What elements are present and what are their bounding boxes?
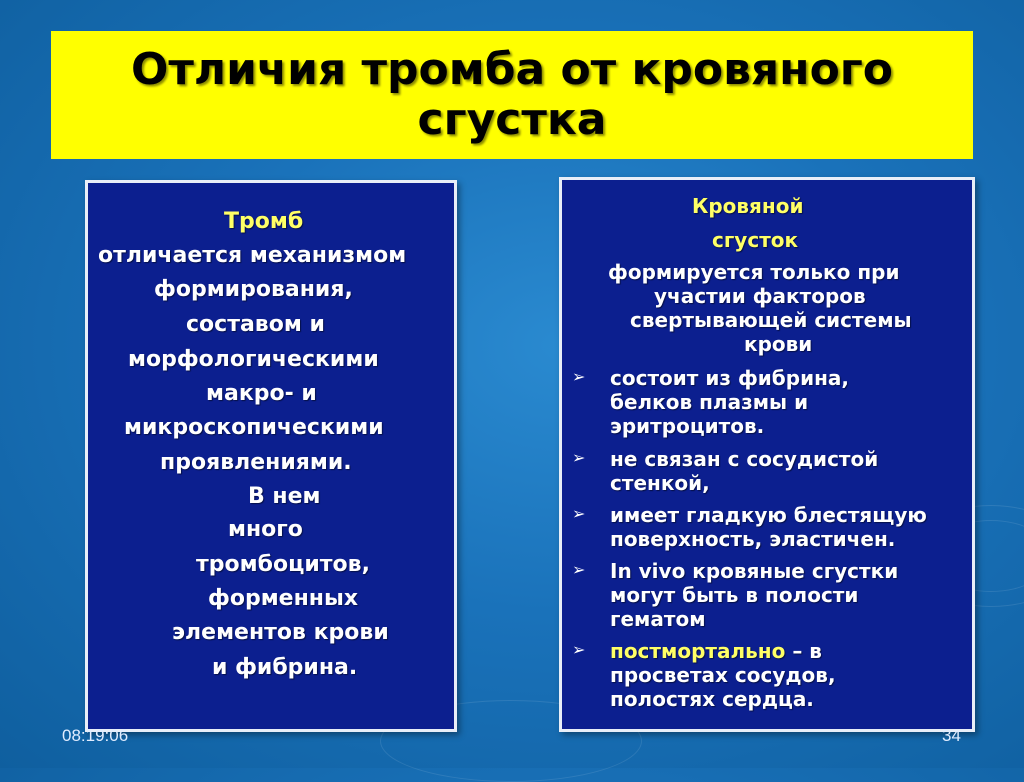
thrombus-heading: Тромб <box>224 209 304 234</box>
bullet-text-line: поверхность, эластичен. <box>610 527 896 551</box>
arrow-bullet-icon: ➢ <box>572 504 586 523</box>
thrombus-panel <box>85 180 457 732</box>
slide-title-box <box>51 31 973 159</box>
thrombus-text-line: тромбоцитов, <box>196 552 370 577</box>
thrombus-text-line: морфологическими <box>128 347 379 372</box>
bullet-text-line: белков плазмы и <box>610 390 809 414</box>
blood-clot-intro-line: формируется только при <box>608 260 900 284</box>
bullet-text-line: гематом <box>610 607 706 631</box>
bullet-text-line: просветах сосудов, <box>610 663 836 687</box>
blood-clot-intro-line: участии факторов <box>654 284 866 308</box>
bullet-text-line: не связан с сосудистой <box>610 447 879 471</box>
thrombus-text-line: формирования, <box>154 277 353 302</box>
thrombus-text-line: проявлениями. <box>160 450 352 475</box>
arrow-bullet-icon: ➢ <box>572 367 586 386</box>
bullet-text-line: полостях сердца. <box>610 687 814 711</box>
bullet-text-line: состоит из фибрина, <box>610 366 850 390</box>
blood-clot-intro-line: свертывающей системы <box>630 308 912 332</box>
bullet-text-line: In vivo кровяные сгустки <box>610 559 899 583</box>
thrombus-text-line: элементов крови <box>172 620 389 645</box>
blood-clot-heading-line-2: сгусток <box>712 228 799 252</box>
bullet-text-line: имеет гладкую блестящую <box>610 503 927 527</box>
postmortem-rest: – в <box>785 639 822 663</box>
bullet-text-line: эритроцитов. <box>610 414 765 438</box>
postmortem-highlight: постмортально <box>610 639 786 663</box>
slide-title-line-1: Отличия тромба от кровяного <box>130 44 894 95</box>
bullet-text-line <box>610 639 822 663</box>
thrombus-text-line: отличается механизмом <box>98 243 407 268</box>
thrombus-text-line: форменных <box>208 586 359 611</box>
footer-page-number: 34 <box>942 726 961 745</box>
blood-clot-panel <box>559 177 975 732</box>
thrombus-text-line: В нем <box>248 484 321 509</box>
bullet-text-line: стенкой, <box>610 471 710 495</box>
arrow-bullet-icon: ➢ <box>572 560 586 579</box>
footer-time: 08:19:06 <box>62 726 129 745</box>
blood-clot-heading-line-1: Кровяной <box>692 194 804 218</box>
bullet-text-line: могут быть в полости <box>610 583 859 607</box>
thrombus-text-line: составом и <box>186 312 325 337</box>
thrombus-text-line: и фибрина. <box>212 655 358 680</box>
thrombus-text-line: много <box>228 517 303 542</box>
arrow-bullet-icon: ➢ <box>572 640 586 659</box>
blood-clot-intro-line: крови <box>744 332 813 356</box>
slide-title-line-2: сгустка <box>417 94 607 145</box>
thrombus-text-line: макро- и <box>206 381 317 406</box>
arrow-bullet-icon: ➢ <box>572 448 586 467</box>
thrombus-text-line: микроскопическими <box>124 415 384 440</box>
